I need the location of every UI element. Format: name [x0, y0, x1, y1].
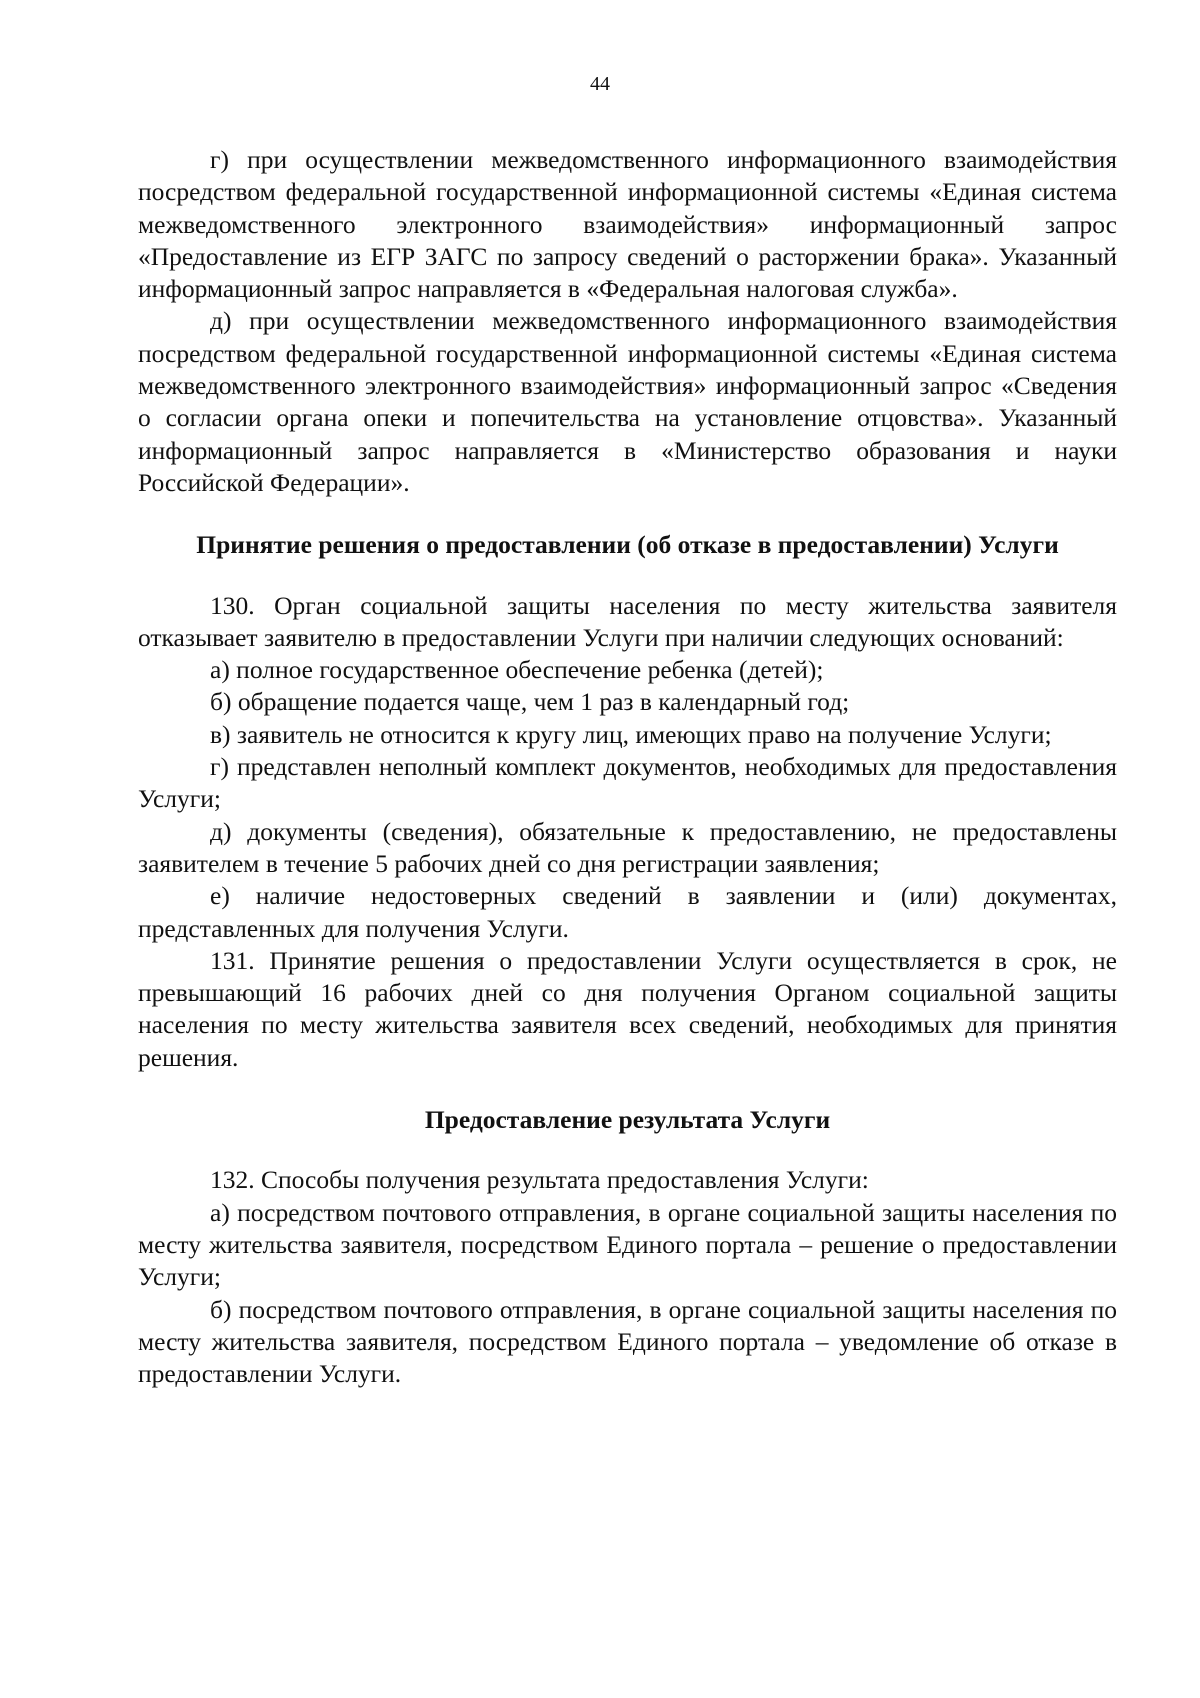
section-heading-result: Предоставление результата Услуги: [424, 1105, 831, 1135]
paragraph-130-e: е) наличие недостоверных сведений в заявлении и (или) документах, представленных для получения Услуги.: [138, 881, 1117, 943]
paragraph-130-a: а) полное государственное обеспечение ребенка (детей);: [210, 655, 824, 685]
paragraph-130-g: г) представлен неполный комплект документов, необходимых для предоставления Услуги;: [138, 752, 1117, 814]
paragraph-130-b: б) обращение подается чаще, чем 1 раз в календарный год;: [210, 687, 850, 717]
page-number: 44: [590, 73, 610, 95]
section-heading-decision: Принятие решения о предоставлении (об отказе в предоставлении) Услуги: [196, 530, 1059, 560]
paragraph-g-mezhved: г) при осуществлении межведомственного информационного взаимодействия посредством федеральной государственной информационной системы «Единая система межведомственного электронного взаимодействия» информационный запрос «Предоставление из ЕГР ЗАГС по запросу сведений о расторжении брака». Указанный информационный запрос направляется в «Федеральная налоговая служба».: [138, 145, 1117, 304]
paragraph-130-v: в) заявитель не относится к кругу лиц, имеющих право на получение Услуги;: [210, 719, 1052, 749]
paragraph-d-mezhved: д) при осуществлении межведомственного информационного взаимодействия посредством федеральной государственной информационной системы «Единая система межведомственного электронного взаимодействия» информационный запрос «Сведения о согласии органа опеки и попечительства на установление отцовства». Указанный информационный запрос направляется в «Министерство образования и науки Российской Федерации».: [138, 306, 1117, 497]
paragraph-130-d: д) документы (сведения), обязательные к предоставлению, не предоставлены заявителем в течение 5 рабочих дней со дня регистрации заявления;: [138, 816, 1117, 878]
paragraph-131: 131. Принятие решения о предоставлении Услуги осуществляется в срок, не превышающий 16 рабочих дней со дня получения Органом социальной защиты населения по месту жительства заявителя всех сведений, необходимых для принятия решения.: [138, 945, 1117, 1072]
paragraph-130: 130. Орган социальной защиты населения по месту жительства заявителя отказывает заявителю в предоставлении Услуги при наличии следующих оснований:: [138, 590, 1117, 652]
document-body: [138, 144, 1117, 1390]
paragraph-132-a: а) посредством почтового отправления, в органе социальной защиты населения по месту жительства заявителя, посредством Единого портала – решение о предоставлении Услуги;: [138, 1197, 1117, 1292]
paragraph-132: 132. Способы получения результата предоставления Услуги:: [210, 1165, 869, 1195]
paragraph-132-b: б) посредством почтового отправления, в органе социальной защиты населения по месту жительства заявителя, посредством Единого портала – уведомление об отказе в предоставлении Услуги.: [138, 1294, 1117, 1389]
